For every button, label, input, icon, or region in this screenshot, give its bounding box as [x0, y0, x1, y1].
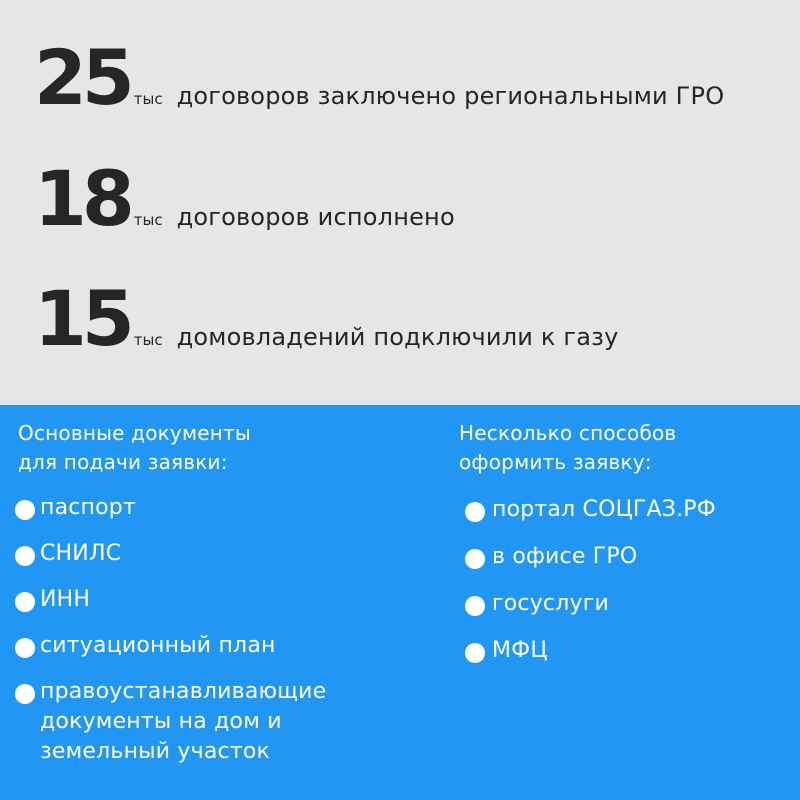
stat-households-connected [34, 274, 619, 363]
bullet-icon [15, 592, 35, 612]
stat-unit: тыс [133, 211, 163, 229]
list-item [465, 589, 716, 619]
list-item [465, 636, 716, 666]
list-item [15, 677, 370, 767]
list-item-label: портал СОЦГАЗ.РФ [492, 497, 716, 522]
list-item-label: в офисе ГРО [492, 544, 638, 569]
stat-number: 25 [34, 33, 130, 122]
stat-unit: тыс [133, 331, 163, 349]
list-item-label: паспорт [40, 495, 136, 520]
stat-description: домовладений подключили к газу [176, 323, 619, 351]
list-item [15, 493, 370, 523]
bullet-icon [15, 546, 35, 566]
stat-description: договоров заключено региональными ГРО [176, 82, 725, 110]
list-item-label: госуслуги [492, 591, 609, 616]
methods-title: Несколько способов оформить заявку: [459, 421, 677, 474]
bullet-icon [465, 502, 485, 522]
list-item [15, 585, 370, 615]
list-item-label: ИНН [40, 587, 91, 612]
stat-unit: тыс [133, 90, 163, 108]
documents-list [15, 493, 370, 783]
list-item-label: СНИЛС [40, 541, 122, 566]
list-item-label: правоустанавливающие документы на дом и земельный участок [40, 679, 327, 764]
list-item-label: ситуационный план [40, 633, 276, 658]
list-item [465, 542, 716, 572]
stat-number: 15 [34, 274, 130, 363]
list-item [15, 631, 370, 661]
bullet-icon [465, 549, 485, 569]
stat-contracts-fulfilled [34, 154, 455, 243]
stat-contracts-signed [34, 33, 725, 122]
list-item [465, 495, 716, 525]
bullet-icon [15, 684, 35, 704]
bullet-icon [465, 643, 485, 663]
list-item-label: МФЦ [492, 638, 548, 663]
bullet-icon [465, 596, 485, 616]
stat-number: 18 [34, 154, 130, 243]
bullet-icon [15, 500, 35, 520]
documents-title: Основные документы для подачи заявки: [18, 421, 251, 474]
methods-list [465, 495, 716, 683]
info-panel [0, 405, 800, 800]
bullet-icon [15, 638, 35, 658]
stat-description: договоров исполнено [176, 203, 455, 231]
list-item [15, 539, 370, 569]
